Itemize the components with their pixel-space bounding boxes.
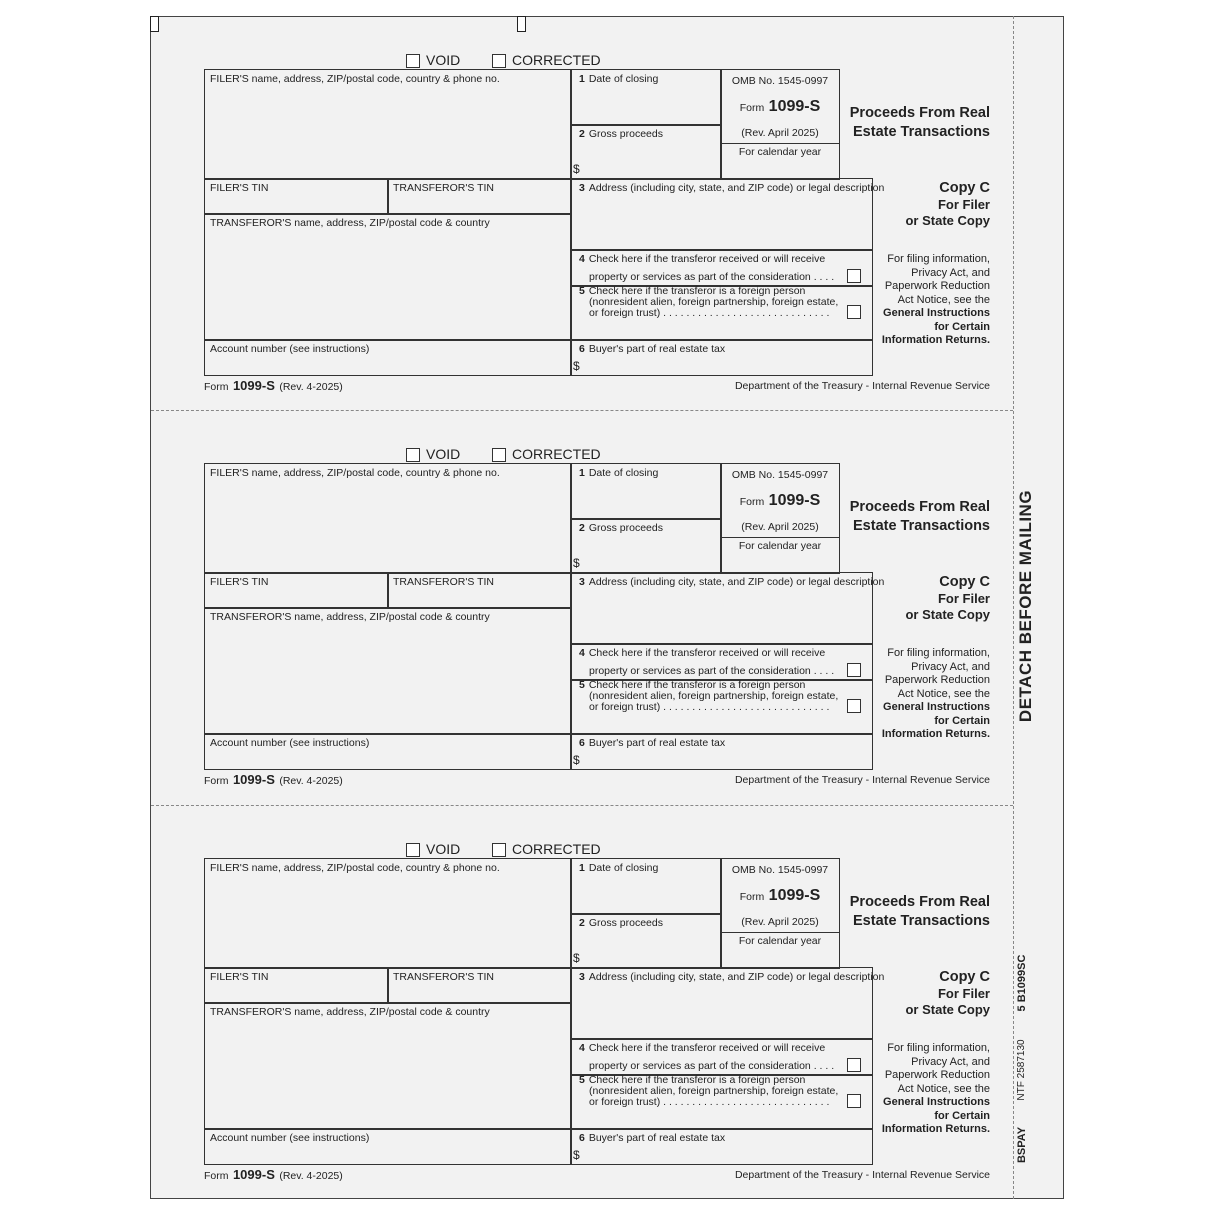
- corrected-checkbox[interactable]: [492, 448, 506, 462]
- info-line-1: For filing information,: [887, 253, 990, 265]
- form-word: Form: [739, 891, 765, 903]
- box5-number: 5: [579, 285, 585, 297]
- account-number-box[interactable]: [204, 339, 572, 376]
- title-line-1: Proceeds From Real: [849, 105, 990, 121]
- info-line-2: Privacy Act, and: [911, 1055, 990, 1068]
- footer-form-id: [204, 1166, 343, 1184]
- box1-date-of-closing[interactable]: [570, 463, 722, 520]
- box1-date-of-closing[interactable]: [570, 858, 722, 915]
- copy-sub-1: For Filer: [937, 591, 990, 606]
- footer-form-id: [204, 377, 343, 395]
- form-1099s-copy: [0, 394, 1214, 788]
- box6-buyer-tax[interactable]: [570, 733, 873, 770]
- form-1099s-copy: [0, 0, 1214, 394]
- filer-tin-label: FILER'S TIN: [210, 576, 269, 588]
- info-line-5: General Instructions: [883, 307, 990, 319]
- void-label: VOID: [426, 52, 461, 68]
- filer-name-label: FILER'S name, address, ZIP/postal code, country & phone no.: [210, 862, 500, 874]
- transferor-tin-label: TRANSFEROR'S TIN: [393, 182, 494, 194]
- box3-address[interactable]: [570, 178, 885, 251]
- box2-dollar: $: [573, 162, 580, 176]
- info-line-5: General Instructions: [883, 701, 990, 713]
- transferor-tin-box[interactable]: [387, 572, 572, 609]
- box2-number: 2: [579, 128, 585, 140]
- box4-checkbox[interactable]: [847, 663, 861, 677]
- transferor-name-label: TRANSFEROR'S name, address, ZIP/postal code & country: [210, 217, 490, 229]
- divider: [721, 932, 839, 933]
- account-number-label: Account number (see instructions): [210, 737, 370, 749]
- calendar-year-label: For calendar year: [738, 146, 822, 158]
- box4-line2: property or services as part of the consideration . . . .: [589, 665, 835, 677]
- box3-number: 3: [579, 576, 585, 588]
- copy-title: Copy C: [939, 969, 990, 985]
- footer-department: Department of the Treasury - Internal Revenue Service: [734, 380, 990, 392]
- box4-line1: Check here if the transferor received or will receive: [588, 1042, 826, 1054]
- box5-line1: Check here if the transferor is a foreign person: [588, 679, 806, 691]
- box4-check: [570, 1038, 873, 1076]
- box4-check: [570, 643, 873, 681]
- filer-tin-box[interactable]: [204, 178, 389, 215]
- form-title: [840, 893, 990, 931]
- box5-line3: or foreign trust) . . . . . . . . . . . . . . . . . . . . . . . . . . . . .: [589, 307, 830, 319]
- filing-info-block: [860, 253, 990, 348]
- box6-buyer-tax[interactable]: [570, 339, 873, 376]
- box3-number: 3: [579, 182, 585, 194]
- transferor-tin-box[interactable]: [387, 178, 572, 215]
- calendar-year-label: For calendar year: [738, 935, 822, 947]
- box4-line1: Check here if the transferor received or will receive: [588, 253, 826, 265]
- omb-number: OMB No. 1545-0997: [731, 864, 829, 876]
- info-line-2: Privacy Act, and: [911, 660, 990, 673]
- omb-number: OMB No. 1545-0997: [731, 75, 829, 87]
- box4-line2: property or services as part of the consideration . . . .: [589, 271, 835, 283]
- copy-block: [872, 573, 990, 623]
- info-line-3: Paperwork Reduction: [884, 674, 990, 686]
- corrected-checkbox[interactable]: [492, 54, 506, 68]
- info-line-4: Act Notice, see the: [897, 687, 990, 700]
- footer-rev: (Rev. 4-2025): [279, 775, 343, 787]
- info-line-1: For filing information,: [887, 1042, 990, 1054]
- box5-number: 5: [579, 679, 585, 691]
- form-name: 1099-S: [768, 492, 821, 509]
- form-id: [721, 492, 839, 510]
- filer-tin-box[interactable]: [204, 572, 389, 609]
- side-code-form: 5 B1099SC: [1016, 954, 1028, 1012]
- title-line-2: Estate Transactions: [853, 124, 990, 140]
- corrected-label: CORRECTED: [512, 841, 601, 857]
- info-line-4: Act Notice, see the: [897, 293, 990, 306]
- corrected-checkbox[interactable]: [492, 843, 506, 857]
- filing-info-block: [860, 1042, 990, 1137]
- account-number-label: Account number (see instructions): [210, 343, 370, 355]
- footer-form-name: 1099-S: [232, 1167, 275, 1182]
- account-number-label: Account number (see instructions): [210, 1132, 370, 1144]
- box4-checkbox[interactable]: [847, 1058, 861, 1072]
- revision-date: (Rev. April 2025): [741, 127, 819, 139]
- box5-checkbox[interactable]: [847, 305, 861, 319]
- box6-buyer-tax[interactable]: [570, 1128, 873, 1165]
- box3-number: 3: [579, 971, 585, 983]
- detach-before-mailing-text: DETACH BEFORE MAILING: [1016, 489, 1035, 723]
- box4-number: 4: [579, 253, 585, 265]
- info-line-3: Paperwork Reduction: [884, 1069, 990, 1081]
- box6-dollar: $: [573, 359, 580, 373]
- copy-sub-1: For Filer: [937, 986, 990, 1001]
- info-line-4: Act Notice, see the: [897, 1082, 990, 1095]
- box5-line3: or foreign trust) . . . . . . . . . . . . . . . . . . . . . . . . . . . . .: [589, 701, 830, 713]
- box2-label: Gross proceeds: [588, 917, 663, 929]
- box3-label: Address (including city, state, and ZIP code) or legal description: [588, 971, 885, 983]
- info-line-7: Information Returns.: [881, 728, 990, 740]
- corrected-label: CORRECTED: [512, 446, 601, 462]
- info-line-6: for Certain: [934, 714, 990, 727]
- filer-tin-label: FILER'S TIN: [210, 971, 269, 983]
- title-line-2: Estate Transactions: [853, 913, 990, 929]
- transferor-name-label: TRANSFEROR'S name, address, ZIP/postal code & country: [210, 1006, 490, 1018]
- info-line-1: For filing information,: [887, 647, 990, 659]
- box5-number: 5: [579, 1074, 585, 1086]
- transferor-name-label: TRANSFEROR'S name, address, ZIP/postal code & country: [210, 611, 490, 623]
- box6-label: Buyer's part of real estate tax: [588, 343, 726, 355]
- omb-form-box: [720, 463, 840, 574]
- box1-label: Date of closing: [588, 73, 659, 85]
- box5-checkbox[interactable]: [847, 699, 861, 713]
- form-word: Form: [739, 496, 765, 508]
- box2-gross-proceeds[interactable]: [570, 124, 722, 180]
- box4-check: [570, 249, 873, 287]
- filing-info-block: [860, 647, 990, 742]
- void-checkbox[interactable]: [406, 448, 420, 462]
- transferor-tin-box[interactable]: [387, 967, 572, 1004]
- omb-number: OMB No. 1545-0997: [731, 469, 829, 481]
- box1-date-of-closing[interactable]: [570, 69, 722, 126]
- box2-gross-proceeds[interactable]: [570, 913, 722, 969]
- form-name: 1099-S: [768, 98, 821, 115]
- account-number-box[interactable]: [204, 1128, 572, 1165]
- void-checkbox[interactable]: [406, 54, 420, 68]
- form-id: [721, 887, 839, 905]
- box4-line2: property or services as part of the consideration . . . .: [589, 1060, 835, 1072]
- title-line-2: Estate Transactions: [853, 518, 990, 534]
- corrected-label: CORRECTED: [512, 52, 601, 68]
- box5-check: [570, 679, 873, 735]
- form-title: [840, 498, 990, 536]
- box4-line1: Check here if the transferor received or will receive: [588, 647, 826, 659]
- footer-rev: (Rev. 4-2025): [279, 381, 343, 393]
- info-line-7: Information Returns.: [881, 334, 990, 346]
- box4-number: 4: [579, 647, 585, 659]
- form-word: Form: [739, 102, 765, 114]
- box6-number: 6: [579, 343, 585, 355]
- footer-form-name: 1099-S: [232, 772, 275, 787]
- omb-form-box: [720, 69, 840, 180]
- box1-number: 1: [579, 862, 585, 874]
- transferor-name-box[interactable]: [204, 1002, 572, 1130]
- title-line-1: Proceeds From Real: [849, 894, 990, 910]
- filer-name-box[interactable]: [204, 463, 572, 574]
- box5-check: [570, 1074, 873, 1130]
- box6-dollar: $: [573, 1148, 580, 1162]
- box3-label: Address (including city, state, and ZIP code) or legal description: [588, 576, 885, 588]
- title-line-1: Proceeds From Real: [849, 499, 990, 515]
- footer-form-word: Form: [204, 1170, 229, 1182]
- box2-dollar: $: [573, 556, 580, 570]
- box6-label: Buyer's part of real estate tax: [588, 737, 726, 749]
- footer-form-id: [204, 771, 343, 789]
- copy-sub-2: or State Copy: [905, 607, 990, 622]
- box5-line2: (nonresident alien, foreign partnership, foreign estate,: [589, 690, 839, 702]
- void-label: VOID: [426, 841, 461, 857]
- form-1099s-copy: [0, 789, 1214, 1183]
- box3-address[interactable]: [570, 572, 885, 645]
- box6-dollar: $: [573, 753, 580, 767]
- copy-sub-1: For Filer: [937, 197, 990, 212]
- box6-number: 6: [579, 737, 585, 749]
- footer-department: Department of the Treasury - Internal Revenue Service: [734, 1169, 990, 1181]
- info-line-7: Information Returns.: [881, 1123, 990, 1135]
- info-line-6: for Certain: [934, 320, 990, 333]
- account-number-box[interactable]: [204, 733, 572, 770]
- transferor-tin-label: TRANSFEROR'S TIN: [393, 971, 494, 983]
- box2-number: 2: [579, 917, 585, 929]
- copy-sub-2: or State Copy: [905, 213, 990, 228]
- copy-sub-2: or State Copy: [905, 1002, 990, 1017]
- box5-line3: or foreign trust) . . . . . . . . . . . . . . . . . . . . . . . . . . . . .: [589, 1096, 830, 1108]
- side-code-ntf: NTF 2587130: [1016, 1039, 1027, 1101]
- box2-number: 2: [579, 522, 585, 534]
- box3-label: Address (including city, state, and ZIP code) or legal description: [588, 182, 885, 194]
- box6-number: 6: [579, 1132, 585, 1144]
- box3-address[interactable]: [570, 967, 885, 1040]
- box1-number: 1: [579, 467, 585, 479]
- info-line-5: General Instructions: [883, 1096, 990, 1108]
- side-code-bspay: BSPAY: [1016, 1126, 1028, 1164]
- box2-label: Gross proceeds: [588, 128, 663, 140]
- box2-label: Gross proceeds: [588, 522, 663, 534]
- box4-number: 4: [579, 1042, 585, 1054]
- footer-form-name: 1099-S: [232, 378, 275, 393]
- filer-name-box[interactable]: [204, 69, 572, 180]
- transferor-name-box[interactable]: [204, 213, 572, 341]
- info-line-3: Paperwork Reduction: [884, 280, 990, 292]
- filer-name-label: FILER'S name, address, ZIP/postal code, country & phone no.: [210, 73, 500, 85]
- divider: [721, 143, 839, 144]
- box1-label: Date of closing: [588, 467, 659, 479]
- form-id: [721, 98, 839, 116]
- box2-gross-proceeds[interactable]: [570, 518, 722, 574]
- copy-title: Copy C: [939, 180, 990, 196]
- revision-date: (Rev. April 2025): [741, 521, 819, 533]
- copy-title: Copy C: [939, 574, 990, 590]
- void-label: VOID: [426, 446, 461, 462]
- box5-line1: Check here if the transferor is a foreign person: [588, 285, 806, 297]
- filer-name-box[interactable]: [204, 858, 572, 969]
- filer-name-label: FILER'S name, address, ZIP/postal code, country & phone no.: [210, 467, 500, 479]
- box5-line1: Check here if the transferor is a foreign person: [588, 1074, 806, 1086]
- footer-department: Department of the Treasury - Internal Revenue Service: [734, 774, 990, 786]
- divider: [721, 537, 839, 538]
- box5-line2: (nonresident alien, foreign partnership, foreign estate,: [589, 296, 839, 308]
- form-name: 1099-S: [768, 887, 821, 904]
- box4-checkbox[interactable]: [847, 269, 861, 283]
- box1-label: Date of closing: [588, 862, 659, 874]
- filer-tin-label: FILER'S TIN: [210, 182, 269, 194]
- copy-block: [872, 968, 990, 1018]
- info-line-6: for Certain: [934, 1109, 990, 1122]
- transferor-name-box[interactable]: [204, 607, 572, 735]
- omb-form-box: [720, 858, 840, 969]
- footer-form-word: Form: [204, 381, 229, 393]
- calendar-year-label: For calendar year: [738, 540, 822, 552]
- footer-rev: (Rev. 4-2025): [279, 1170, 343, 1182]
- void-checkbox[interactable]: [406, 843, 420, 857]
- footer-form-word: Form: [204, 775, 229, 787]
- box5-line2: (nonresident alien, foreign partnership, foreign estate,: [589, 1085, 839, 1097]
- box5-check: [570, 285, 873, 341]
- info-line-2: Privacy Act, and: [911, 266, 990, 279]
- box5-checkbox[interactable]: [847, 1094, 861, 1108]
- filer-tin-box[interactable]: [204, 967, 389, 1004]
- box6-label: Buyer's part of real estate tax: [588, 1132, 726, 1144]
- form-title: [840, 104, 990, 142]
- revision-date: (Rev. April 2025): [741, 916, 819, 928]
- transferor-tin-label: TRANSFEROR'S TIN: [393, 576, 494, 588]
- copy-block: [872, 179, 990, 229]
- box2-dollar: $: [573, 951, 580, 965]
- box1-number: 1: [579, 73, 585, 85]
